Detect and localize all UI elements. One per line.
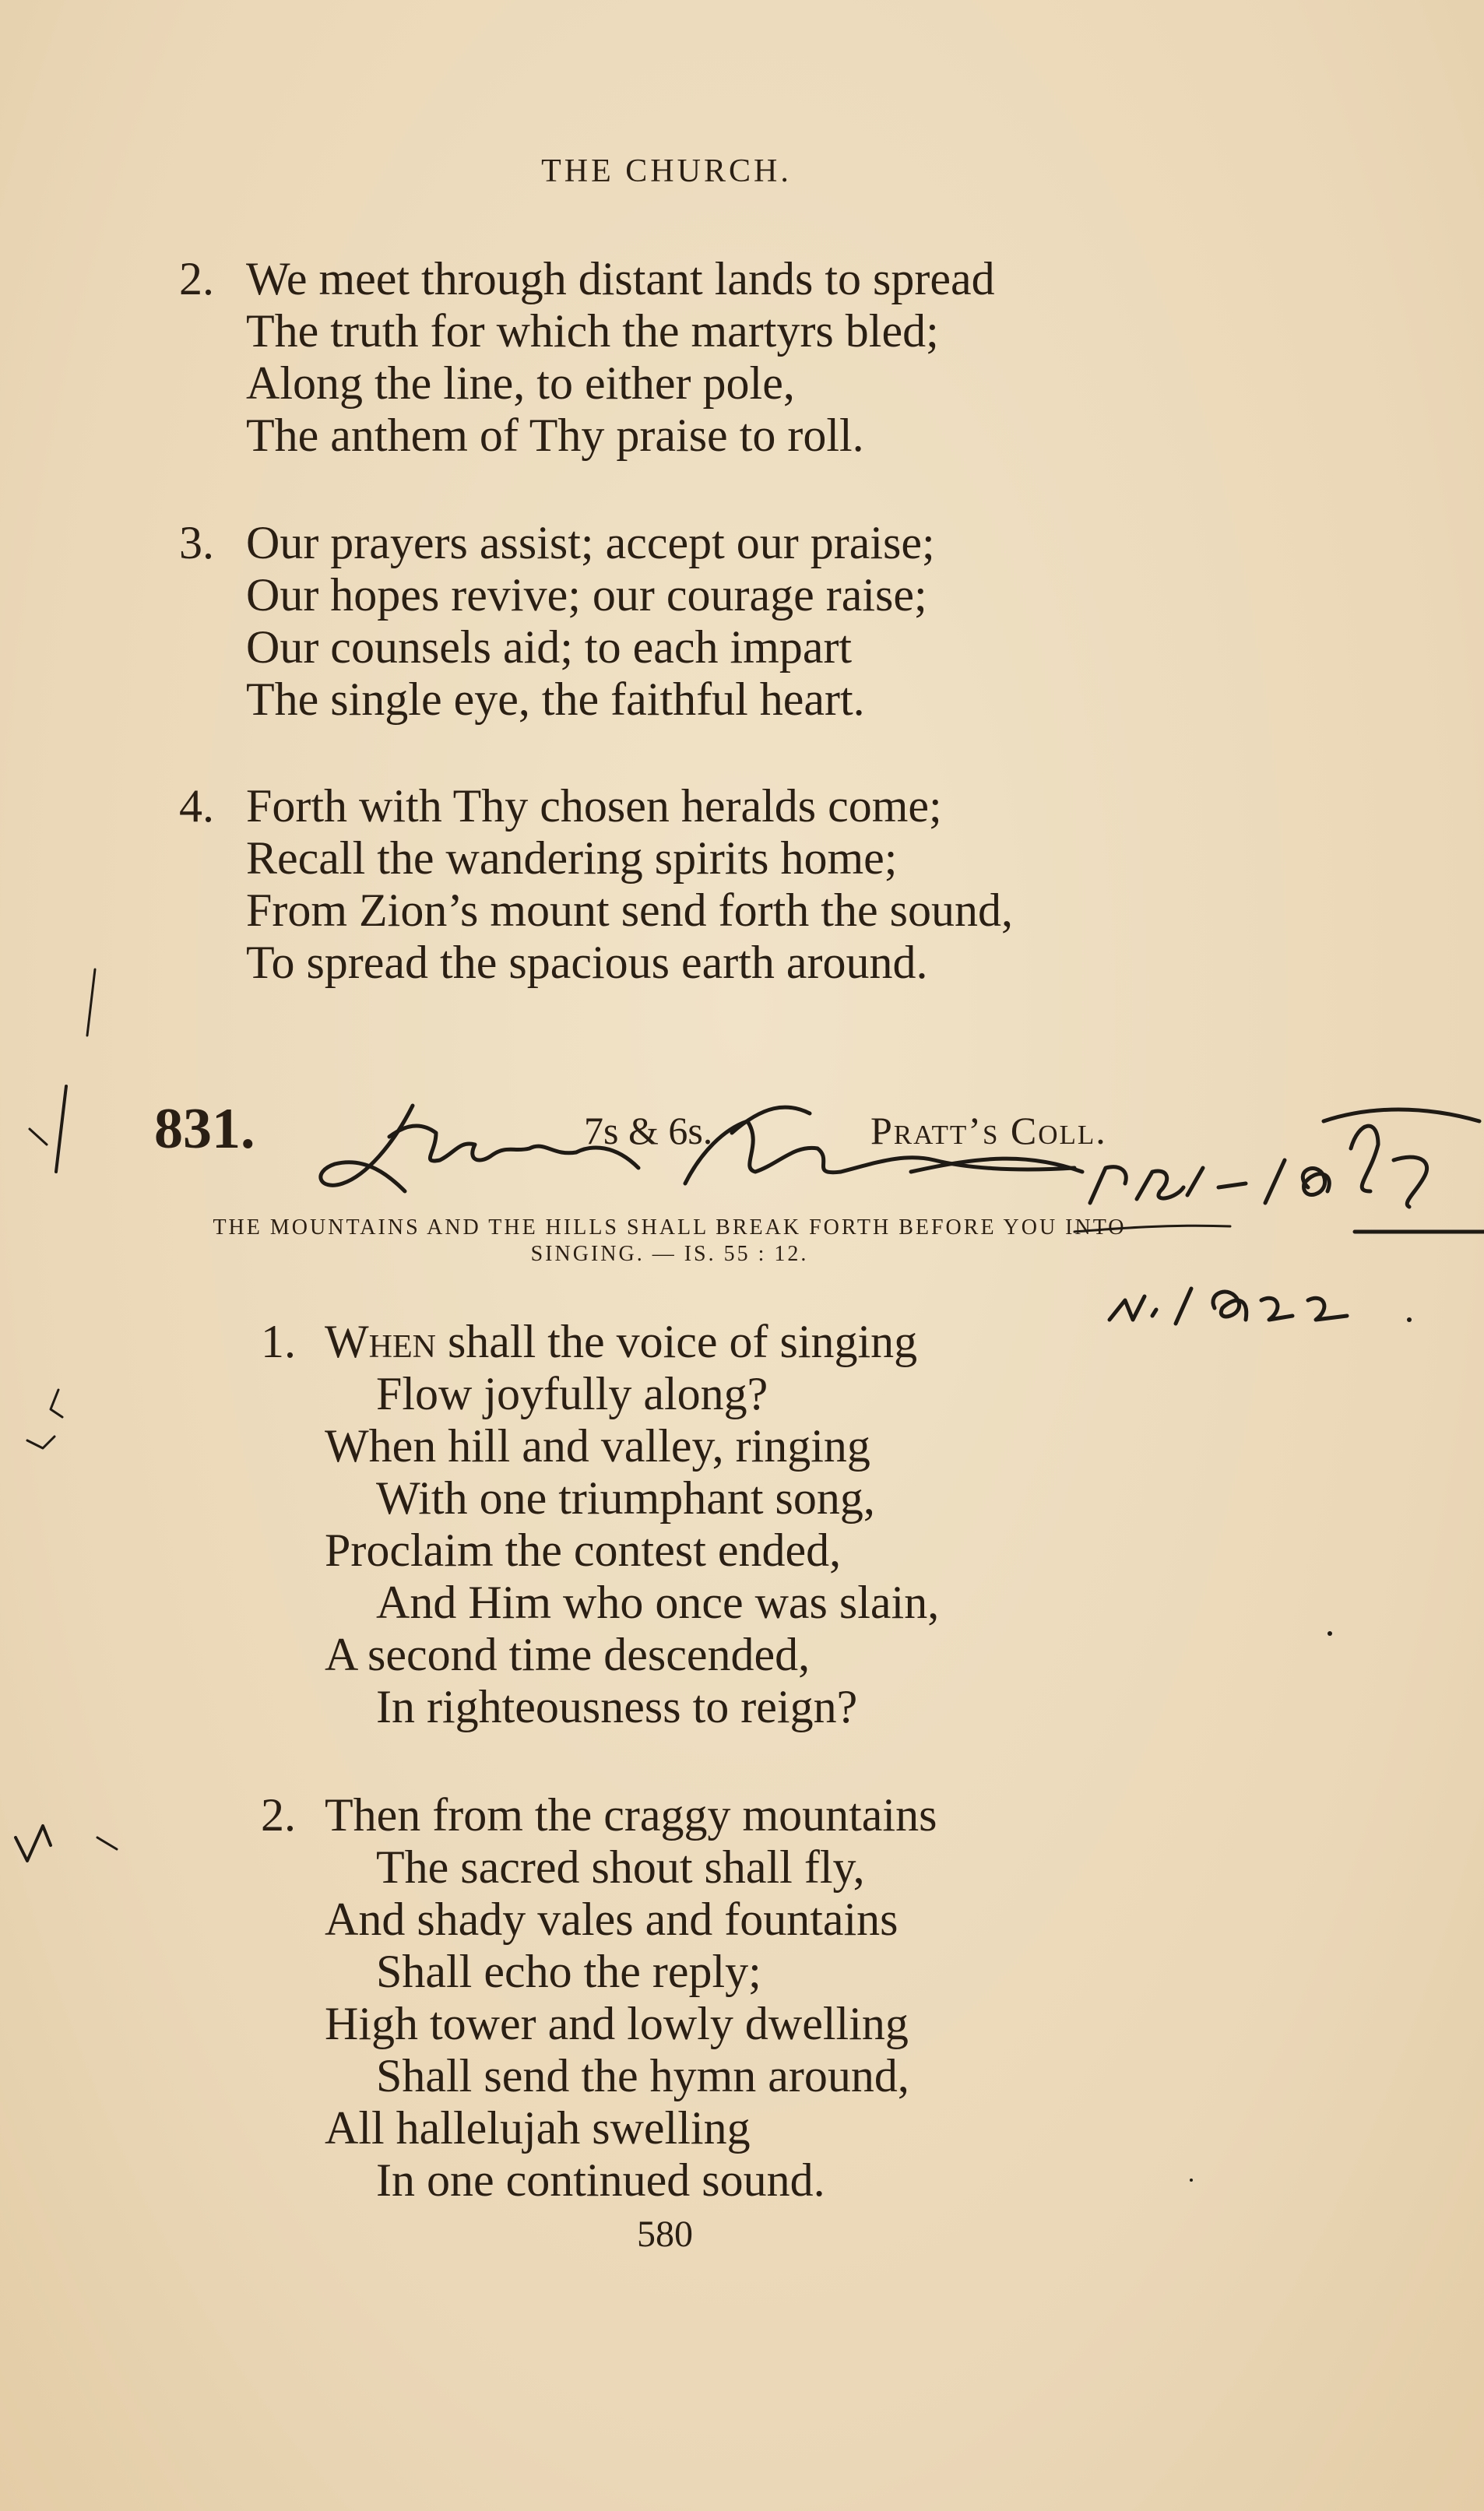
verse-line: Recall the wandering spirits home; [246,832,898,884]
stanza-2 [179,253,995,462]
verse-number: 1. [261,1316,296,1367]
verse-line: In one continued sound. [376,2154,825,2206]
stanza-3 [179,517,935,726]
tune-name: Pratt’s Coll. [870,1109,1107,1152]
verse-line: The truth for which the martyrs bled; [246,305,939,357]
hymn-number: 831. [154,1097,255,1161]
verse-line: The anthem of Thy praise to roll. [246,410,864,461]
verse-line: Along the line, to either pole, [246,357,795,409]
verse-line: High tower and lowly dwelling [325,1998,909,2049]
running-header: THE CHURCH. [541,153,792,189]
verse-line: From Zion’s mount send forth the sound, [246,884,1013,936]
stanza-4 [179,780,1013,989]
verse-2 [261,1789,937,2207]
verse-line: In righteousness to reign? [376,1681,858,1732]
scripture-subject: THE MOUNTAINS AND THE HILLS SHALL BREAK FORTH BEFORE YOU INTO SINGING. — IS. 55 : 12. [213,1215,1127,1266]
verse-line: Flow joyfully along? [376,1368,768,1419]
hymn-meter: 7s & 6s. [584,1109,713,1152]
verse-number: 3. [179,517,214,568]
verse-line: The sacred shout shall fly, [376,1841,865,1893]
verse-line: The single eye, the faithful heart. [246,673,865,725]
verse-1 [261,1316,939,1733]
verse-line: With one triumphant song, [376,1472,875,1524]
verse-line: 3. Our prayers assist; accept our praise; [179,517,935,568]
verse-line: Our hopes revive; our courage raise; [246,569,927,621]
verse-line: When hill and valley, ringing [325,1420,870,1472]
page-number: 580 [637,2214,693,2255]
verse-line: Shall echo the reply; [376,1946,761,1997]
verse-line: 2. Then from the craggy mountains [261,1789,937,1841]
verse-line: A second time descended, [325,1629,811,1680]
verse-number: 2. [261,1789,296,1841]
verse-line: All hallelujah swelling [325,2102,751,2154]
verse-line: 4. Forth with Thy chosen heralds come; [179,780,942,832]
verse-line: 2. We meet through distant lands to spread [179,253,995,304]
verse-line: And Him who once was slain, [376,1577,940,1628]
verse-line: And shady vales and fountains [325,1894,898,1945]
verse-line: To spread the spacious earth around. [246,937,928,988]
verse-line: Our counsels aid; to each impart [246,621,853,673]
verse-line: Shall send the hymn around, [376,2050,909,2101]
verse-number: 4. [179,780,214,832]
verse-number: 2. [179,253,214,304]
verse-line: Proclaim the contest ended, [325,1525,842,1576]
verse-line: 1. When shall the voice of singing [261,1316,918,1367]
